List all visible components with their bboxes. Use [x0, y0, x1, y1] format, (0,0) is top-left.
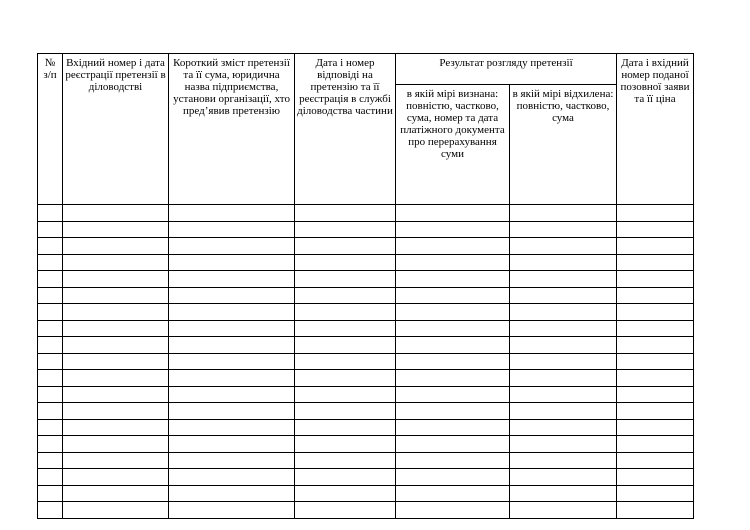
table-cell[interactable] [63, 353, 169, 370]
table-cell[interactable] [510, 353, 617, 370]
table-cell[interactable] [396, 320, 510, 337]
table-cell[interactable] [295, 436, 396, 453]
table-cell[interactable] [295, 221, 396, 238]
table-cell[interactable] [38, 353, 63, 370]
table-cell[interactable] [63, 485, 169, 502]
table-cell[interactable] [510, 370, 617, 387]
table-cell[interactable] [510, 502, 617, 519]
table-cell[interactable] [169, 353, 295, 370]
table-cell[interactable] [617, 485, 694, 502]
table-cell[interactable] [169, 238, 295, 255]
table-cell[interactable] [169, 287, 295, 304]
table-cell[interactable] [38, 238, 63, 255]
table-cell[interactable] [295, 254, 396, 271]
table-row [38, 320, 694, 337]
table-cell[interactable] [169, 386, 295, 403]
table-cell[interactable] [295, 419, 396, 436]
table-cell[interactable] [617, 370, 694, 387]
table-cell[interactable] [396, 221, 510, 238]
table-cell[interactable] [169, 304, 295, 321]
table-cell[interactable] [169, 469, 295, 486]
table-cell[interactable] [169, 221, 295, 238]
table-cell[interactable] [396, 370, 510, 387]
table-cell[interactable] [295, 386, 396, 403]
table-cell[interactable] [169, 502, 295, 519]
table-cell[interactable] [38, 205, 63, 222]
table-cell[interactable] [169, 205, 295, 222]
table-cell[interactable] [396, 353, 510, 370]
table-cell[interactable] [38, 254, 63, 271]
table-row [38, 452, 694, 469]
table-cell[interactable] [295, 287, 396, 304]
table-cell[interactable] [510, 436, 617, 453]
table-cell[interactable] [169, 370, 295, 387]
table-cell[interactable] [63, 419, 169, 436]
table-cell[interactable] [617, 238, 694, 255]
table-cell[interactable] [396, 304, 510, 321]
table-cell[interactable] [38, 221, 63, 238]
table-cell[interactable] [617, 353, 694, 370]
table-cell[interactable] [510, 205, 617, 222]
table-cell[interactable] [63, 452, 169, 469]
header-row-number: № з/п [38, 54, 63, 205]
table-cell[interactable] [38, 320, 63, 337]
table-cell[interactable] [63, 370, 169, 387]
table-cell[interactable] [295, 485, 396, 502]
table-cell[interactable] [38, 436, 63, 453]
table-row [38, 370, 694, 387]
table-cell[interactable] [295, 205, 396, 222]
table-cell[interactable] [396, 337, 510, 354]
header-incoming-number: Вхідний номер і дата реєстрації претензії в діловодстві [63, 54, 169, 205]
table-row [38, 304, 694, 321]
table-cell[interactable] [396, 452, 510, 469]
table-cell[interactable] [510, 221, 617, 238]
table-cell[interactable] [169, 337, 295, 354]
table-cell[interactable] [295, 320, 396, 337]
table-cell[interactable] [396, 419, 510, 436]
table-cell[interactable] [510, 337, 617, 354]
table-row [38, 386, 694, 403]
table-cell[interactable] [510, 254, 617, 271]
table-cell[interactable] [295, 469, 396, 486]
table-row [38, 436, 694, 453]
table-cell[interactable] [169, 452, 295, 469]
table-cell[interactable] [169, 254, 295, 271]
table-cell[interactable] [510, 452, 617, 469]
table-row [38, 485, 694, 502]
table-cell[interactable] [295, 370, 396, 387]
table-cell[interactable] [617, 452, 694, 469]
claims-register-table [37, 53, 694, 519]
table-cell[interactable] [396, 469, 510, 486]
table-cell[interactable] [38, 386, 63, 403]
table-cell[interactable] [295, 337, 396, 354]
table-cell[interactable] [63, 221, 169, 238]
table-row [38, 254, 694, 271]
table-cell[interactable] [617, 287, 694, 304]
table-cell[interactable] [617, 254, 694, 271]
table-cell[interactable] [510, 271, 617, 288]
table-cell[interactable] [396, 436, 510, 453]
table-cell[interactable] [169, 436, 295, 453]
table-row [38, 287, 694, 304]
table-cell[interactable] [617, 205, 694, 222]
table-row [38, 403, 694, 420]
table-cell[interactable] [295, 403, 396, 420]
table-cell[interactable] [396, 287, 510, 304]
table-cell[interactable] [63, 271, 169, 288]
table-cell[interactable] [38, 287, 63, 304]
table-cell[interactable] [396, 271, 510, 288]
table-row [38, 337, 694, 354]
table-cell[interactable] [617, 419, 694, 436]
table-row [38, 469, 694, 486]
table-cell[interactable] [63, 205, 169, 222]
table-cell[interactable] [510, 386, 617, 403]
table-cell[interactable] [617, 403, 694, 420]
header-review-result: Результат розгляду претензії [396, 54, 617, 85]
table-cell[interactable] [169, 485, 295, 502]
table-cell[interactable] [510, 403, 617, 420]
table-cell[interactable] [295, 452, 396, 469]
table-cell[interactable] [617, 221, 694, 238]
table-cell[interactable] [63, 469, 169, 486]
table-row [38, 221, 694, 238]
table-cell[interactable] [396, 254, 510, 271]
table-cell[interactable] [396, 386, 510, 403]
table-cell[interactable] [38, 485, 63, 502]
table-cell[interactable] [396, 485, 510, 502]
table-cell[interactable] [38, 337, 63, 354]
table-cell[interactable] [63, 502, 169, 519]
table-cell[interactable] [63, 337, 169, 354]
table-cell[interactable] [63, 238, 169, 255]
table-cell[interactable] [169, 403, 295, 420]
table-row [38, 419, 694, 436]
table-body [38, 205, 694, 519]
table-row [38, 238, 694, 255]
table-cell[interactable] [396, 205, 510, 222]
table-cell[interactable] [295, 304, 396, 321]
table-cell[interactable] [38, 271, 63, 288]
table-cell[interactable] [510, 238, 617, 255]
table-cell[interactable] [396, 403, 510, 420]
table-cell[interactable] [169, 419, 295, 436]
header-lawsuit-date: Дата і вхідний номер поданої позовної заяви та її ціна [617, 54, 694, 205]
table-cell[interactable] [396, 502, 510, 519]
table-cell[interactable] [169, 320, 295, 337]
header-claim-summary: Короткий зміст претензії та її сума, юридична назва підприємства, установи організації, хто пред’явив претензію [169, 54, 295, 205]
table-cell[interactable] [510, 469, 617, 486]
table-cell[interactable] [38, 502, 63, 519]
table-cell[interactable] [396, 238, 510, 255]
table-row [38, 502, 694, 519]
table-cell[interactable] [38, 452, 63, 469]
table-cell[interactable] [617, 436, 694, 453]
table-cell[interactable] [63, 320, 169, 337]
table-row [38, 271, 694, 288]
table-cell[interactable] [63, 304, 169, 321]
table-cell[interactable] [617, 304, 694, 321]
table-cell[interactable] [38, 419, 63, 436]
table-cell[interactable] [63, 386, 169, 403]
table-cell[interactable] [617, 502, 694, 519]
table-cell[interactable] [510, 320, 617, 337]
table-cell[interactable] [510, 304, 617, 321]
table-cell[interactable] [295, 238, 396, 255]
table-cell[interactable] [38, 370, 63, 387]
table-cell[interactable] [617, 337, 694, 354]
table-cell[interactable] [617, 271, 694, 288]
table-cell[interactable] [38, 469, 63, 486]
table-cell[interactable] [169, 271, 295, 288]
table-cell[interactable] [617, 320, 694, 337]
table-cell[interactable] [510, 485, 617, 502]
table-cell[interactable] [510, 419, 617, 436]
table-cell[interactable] [63, 403, 169, 420]
header-rejected-extent: в якій мірі відхилена: повністю, частково, сума [510, 85, 617, 205]
table-cell[interactable] [295, 271, 396, 288]
table-cell[interactable] [38, 304, 63, 321]
table-cell[interactable] [617, 469, 694, 486]
table-cell[interactable] [63, 254, 169, 271]
table-row [38, 205, 694, 222]
table-cell[interactable] [295, 353, 396, 370]
table-cell[interactable] [63, 436, 169, 453]
table-row [38, 353, 694, 370]
table-cell[interactable] [38, 403, 63, 420]
table-cell[interactable] [295, 502, 396, 519]
table-cell[interactable] [510, 287, 617, 304]
table-cell[interactable] [63, 287, 169, 304]
header-response-date: Дата і номер відповіді на претензію та її реєстрація в службі діловодства частини [295, 54, 396, 205]
table-cell[interactable] [617, 386, 694, 403]
header-row-1 [38, 54, 694, 85]
header-accepted-extent: в якій мірі визнана: повністю, частково, сума, номер та дата платіжного документа про перерахування суми [396, 85, 510, 205]
